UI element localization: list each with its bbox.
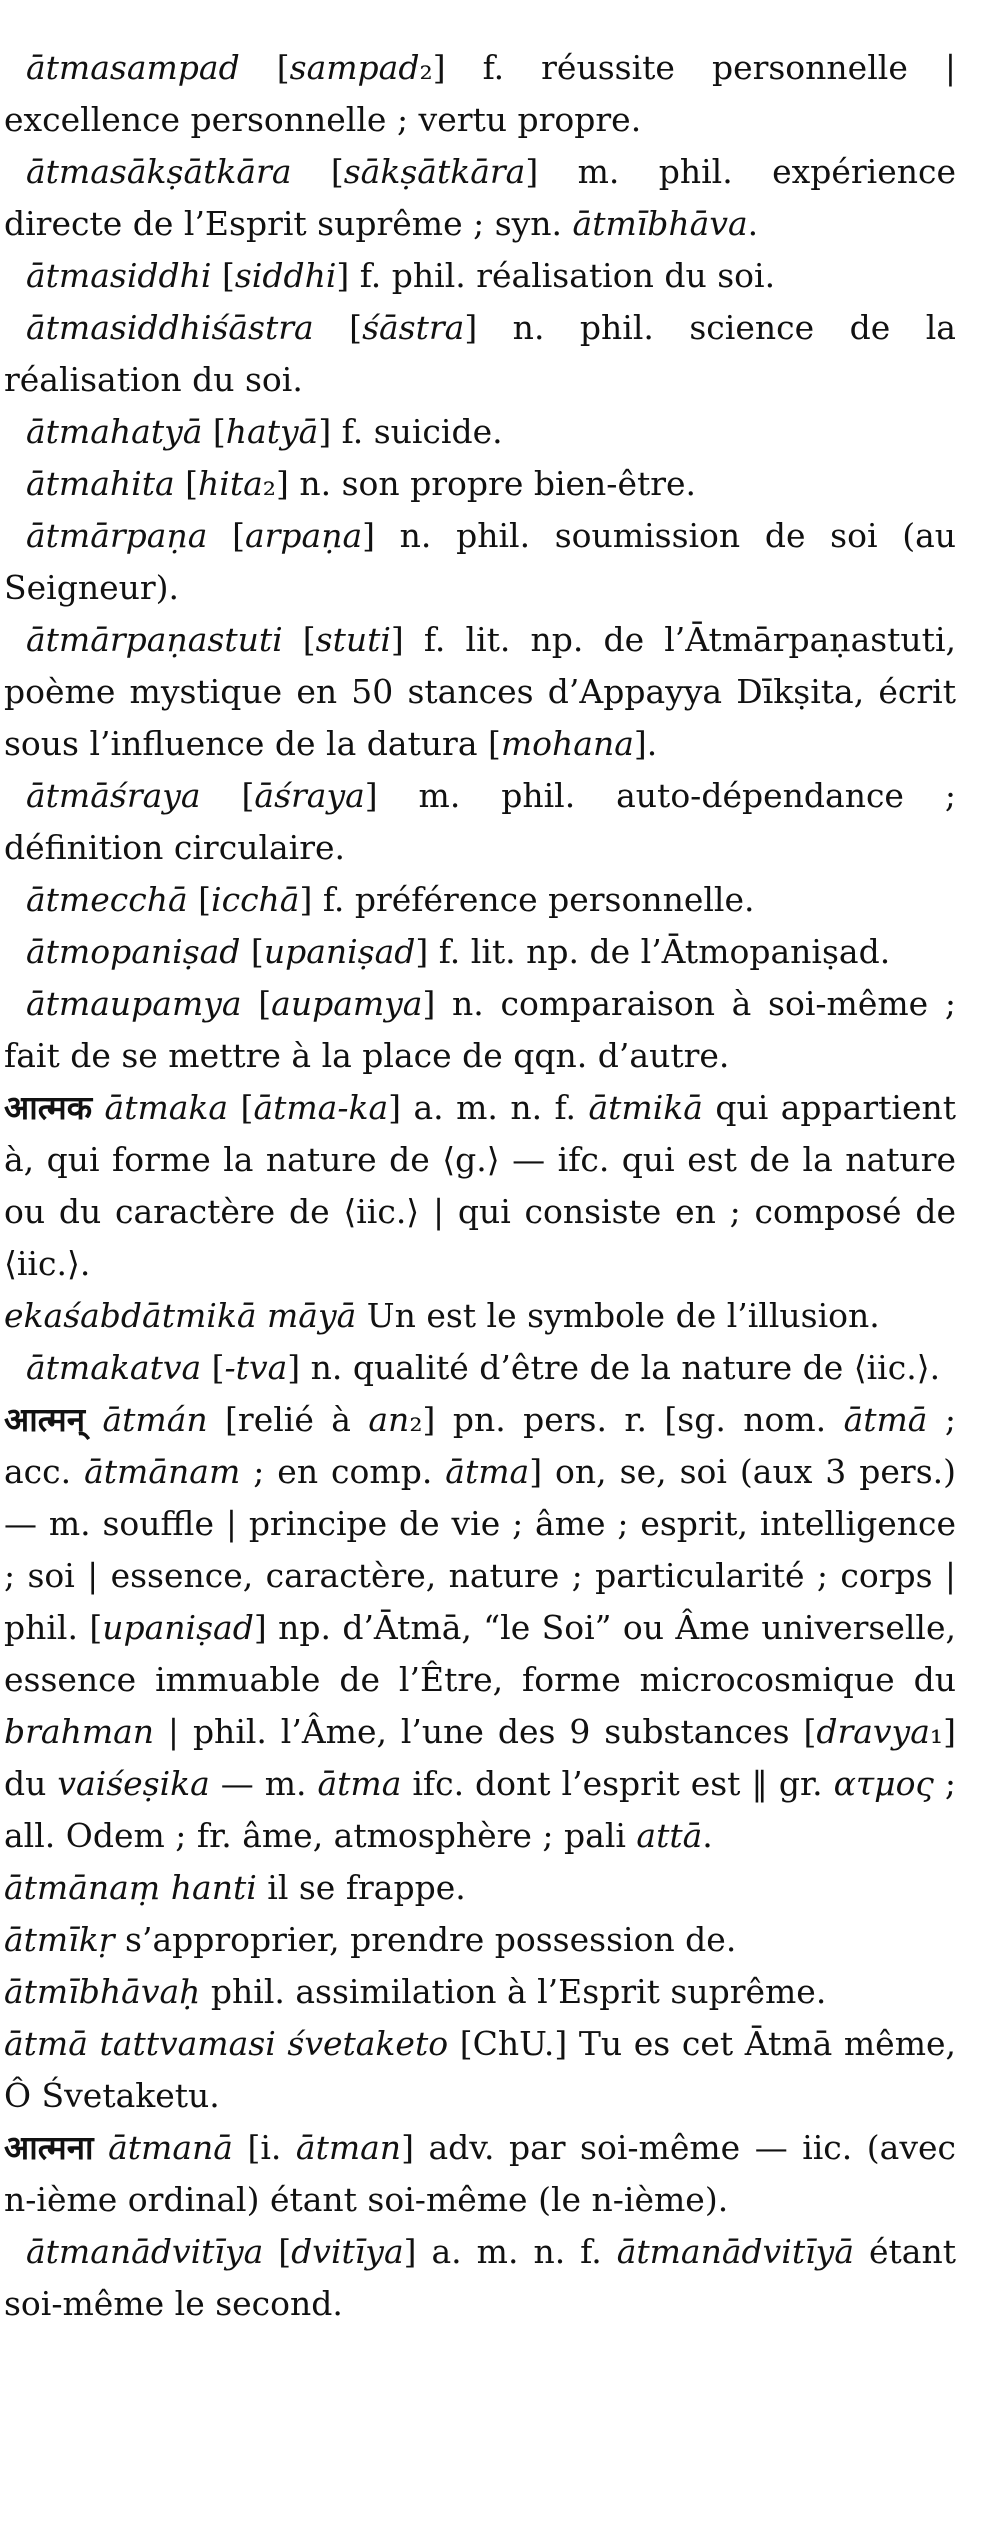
entry-text: [ — [291, 152, 344, 191]
entry-text: [ — [282, 620, 316, 659]
dictionary-entry — [4, 770, 956, 874]
entry-text: ] f. lit. np. de l’Ātmopaniṣad. — [415, 932, 891, 971]
entry-text: [ — [313, 308, 363, 347]
entry-text: [ — [174, 464, 199, 503]
entry-text — [85, 1400, 102, 1439]
dictionary-entry — [4, 1394, 956, 1862]
dictionary-entry — [4, 1342, 956, 1394]
dictionary-entry — [4, 42, 956, 146]
dictionary-entry — [4, 1290, 956, 1342]
entry-text: ] adv. par soi-même — iic. (avec n-ième ordinal) étant soi-même (le n-ième). — [4, 2128, 956, 2219]
greek-term: ατμος — [833, 1764, 934, 1803]
italic-term: ekaśabdātmikā māyā — [4, 1296, 357, 1335]
entry-text: [ — [187, 880, 212, 919]
italic-term: upaniṣad — [263, 932, 416, 971]
entry-text: [ — [202, 412, 226, 451]
entry-text: [ — [201, 1348, 225, 1387]
italic-term: -tva — [224, 1348, 288, 1387]
entry-text: ] np. d’Ātmā, “le Soi” ou Âme universelle, essence immuable de l’Être, forme microcosmique du — [4, 1608, 957, 1699]
entry-text: ; acc. — [4, 1400, 957, 1491]
entry-text: ] f. phil. réalisation du soi. — [336, 256, 776, 295]
italic-term: ātmārpaṇastuti — [26, 620, 283, 659]
dictionary-entry — [4, 146, 956, 250]
dictionary-entry — [4, 458, 956, 510]
dictionary-entry — [4, 2226, 956, 2330]
entry-text: ifc. dont l’esprit est ‖ gr. — [401, 1764, 834, 1803]
devanagari-headword: आत्मन् — [4, 1400, 86, 1439]
italic-term: upaniṣad — [102, 1608, 254, 1647]
entry-text: ] du — [4, 1712, 956, 1803]
italic-term: ātmārpaṇa — [26, 516, 208, 555]
entry-text: [ — [228, 1088, 254, 1127]
italic-term: arpaṇa — [244, 516, 363, 555]
italic-term: ātma-ka — [253, 1088, 389, 1127]
italic-term: aupamya — [271, 984, 423, 1023]
italic-term: siddhi — [234, 256, 337, 295]
entry-text: ; all. Odem ; fr. âme, atmosphère ; pali — [4, 1764, 956, 1855]
devanagari-headword: आत्मना — [4, 2128, 94, 2167]
entry-text: . — [702, 1816, 713, 1855]
entry-text: ] f. réussite personnelle | excellence personnelle ; vertu propre. — [4, 48, 956, 139]
italic-term: stuti — [315, 620, 391, 659]
italic-term: icchā — [211, 880, 300, 919]
entry-text: ] m. phil. expérience directe de l’Esprit suprême ; syn. — [4, 152, 956, 243]
entry-text: étant soi-même le second. — [4, 2232, 956, 2323]
dictionary-entry — [4, 406, 956, 458]
entry-text: ] n. comparaison à soi-même ; fait de se mettre à la place de qqn. d’autre. — [4, 984, 956, 1075]
italic-term: ātma — [317, 1764, 402, 1803]
entry-text: ] a. m. n. f. — [388, 1088, 589, 1127]
italic-term: ātmahatyā — [26, 412, 203, 451]
entry-text: ] f. lit. np. de l’Ātmārpaṇastuti, poème mystique en 50 stances d’Appayya Dīkṣita, écrit sous l’influence de la datura [ — [4, 620, 956, 763]
italic-term: dvitīya — [291, 2232, 404, 2271]
dictionary-entry — [4, 1914, 956, 1966]
italic-term: ātmán — [102, 1400, 208, 1439]
italic-term: ātman — [295, 2128, 402, 2167]
entry-text: il se frappe. — [256, 1868, 466, 1907]
italic-term: ātmasiddhi — [26, 256, 212, 295]
entry-text: [ — [211, 256, 235, 295]
entry-text: ] n. phil. soumission de soi (au Seigneur). — [4, 516, 956, 607]
italic-term: ātmasampad — [26, 48, 240, 87]
entry-text: [ — [241, 984, 272, 1023]
italic-term: an — [368, 1400, 410, 1439]
italic-term: mohana — [500, 724, 634, 763]
entry-text: ] m. phil. auto-dépendance ; définition circulaire. — [4, 776, 956, 867]
dictionary-entry — [4, 510, 956, 614]
italic-term: ātmaka — [104, 1088, 229, 1127]
italic-term: ātmikā — [588, 1088, 703, 1127]
entry-text: [ — [240, 932, 264, 971]
entry-text: [i. — [232, 2128, 296, 2167]
entry-text: — m. — [209, 1764, 318, 1803]
entry-text: [ — [263, 2232, 292, 2271]
entry-text: ₂ — [409, 1400, 423, 1439]
dictionary-entry — [4, 2122, 956, 2226]
dictionary-entry — [4, 874, 956, 926]
italic-term: vaiśeṣika — [57, 1764, 210, 1803]
dictionary-entry — [4, 250, 956, 302]
entry-text: ] a. m. n. f. — [403, 2232, 617, 2271]
italic-term: ātmasiddhiśāstra — [26, 308, 314, 347]
italic-term: ātmahita — [26, 464, 175, 503]
entry-text: ]. — [633, 724, 658, 763]
entry-text: ] pn. pers. r. [sg. nom. — [422, 1400, 844, 1439]
entry-text: phil. assimilation à l’Esprit suprême. — [200, 1972, 827, 2011]
italic-term: ātmasākṣātkāra — [26, 152, 292, 191]
entry-text — [94, 2128, 109, 2167]
italic-term: ātmanādvitīyā — [616, 2232, 854, 2271]
italic-term: ātma — [445, 1452, 530, 1491]
italic-term: ātmecchā — [26, 880, 188, 919]
italic-term: hatyā — [225, 412, 319, 451]
italic-term: ātmāśraya — [26, 776, 201, 815]
dictionary-entry — [4, 978, 956, 1082]
entry-text: ₂ — [419, 48, 433, 87]
entry-text: Un est le symbole de l’illusion. — [356, 1296, 880, 1335]
italic-term: ātmaupamya — [26, 984, 242, 1023]
entry-text — [92, 1088, 104, 1127]
entry-text: ] on, se, soi (aux 3 pers.) — m. souffle | principe de vie ; âme ; esprit, intelligence ; soi | essence, caractère, nature ; particularité ; corps | phil. [ — [4, 1452, 956, 1647]
italic-term: ātmanā — [108, 2128, 233, 2167]
entry-text: ] f. préférence personnelle. — [299, 880, 755, 919]
italic-term: ātmakatva — [26, 1348, 202, 1387]
dictionary-entry — [4, 614, 956, 770]
italic-term: hita — [198, 464, 263, 503]
italic-term: ātmānaṃ hanti — [4, 1868, 257, 1907]
entry-text: . — [747, 204, 759, 243]
entry-text: ; en comp. — [240, 1452, 446, 1491]
italic-term: ātmānam — [84, 1452, 241, 1491]
entry-text: ₁ — [929, 1712, 944, 1751]
dictionary-entry — [4, 2018, 956, 2122]
entry-text: | phil. l’Âme, l’une des 9 substances [ — [154, 1712, 817, 1751]
italic-term: ātmībhāvaḥ — [4, 1972, 201, 2011]
dictionary-entry — [4, 926, 956, 978]
dictionary-entry — [4, 302, 956, 406]
entry-text: [ — [207, 516, 245, 555]
entry-text: ₂ — [262, 464, 277, 503]
dictionary-entry — [4, 1862, 956, 1914]
italic-term: śāstra — [362, 308, 465, 347]
entry-text: ] n. qualité d’être de la nature de ⟨iic.⟩. — [287, 1348, 941, 1387]
entry-text: ] n. son propre bien-être. — [276, 464, 697, 503]
entry-text: [ChU.] Tu es cet Ātmā même, Ô Śvetaketu. — [4, 2024, 957, 2115]
devanagari-headword: आत्मक — [4, 1088, 93, 1127]
italic-term: sampad — [289, 48, 420, 87]
italic-term: āśraya — [254, 776, 365, 815]
italic-term: ātmā — [843, 1400, 928, 1439]
italic-term: ātmībhāva — [572, 204, 748, 243]
italic-term: ātmā tattvamasi śvetaketo — [4, 2024, 449, 2063]
italic-term: ātmīkṛ — [4, 1920, 115, 1959]
italic-term: dravya — [816, 1712, 930, 1751]
entry-text: [relié à — [207, 1400, 369, 1439]
entry-text: [ — [239, 48, 290, 87]
entry-text: ] f. suicide. — [318, 412, 503, 451]
italic-term: sākṣātkāra — [343, 152, 526, 191]
italic-term: brahman — [4, 1712, 155, 1751]
entry-text: ] n. phil. science de la réalisation du soi. — [4, 308, 956, 399]
italic-term: ātmopaniṣad — [26, 932, 241, 971]
italic-term: attā — [636, 1816, 703, 1855]
entry-text: qui appartient à, qui forme la nature de ⟨g.⟩ — ifc. qui est de la nature ou du caractère de ⟨iic.⟩ | qui consiste en ; composé de ⟨iic.⟩. — [4, 1088, 956, 1283]
entry-text: s’approprier, prendre possession de. — [114, 1920, 737, 1959]
italic-term: ātmanādvitīya — [26, 2232, 264, 2271]
dictionary-entry — [4, 1966, 956, 2018]
dictionary-entry — [4, 1082, 956, 1290]
entry-text: [ — [200, 776, 255, 815]
